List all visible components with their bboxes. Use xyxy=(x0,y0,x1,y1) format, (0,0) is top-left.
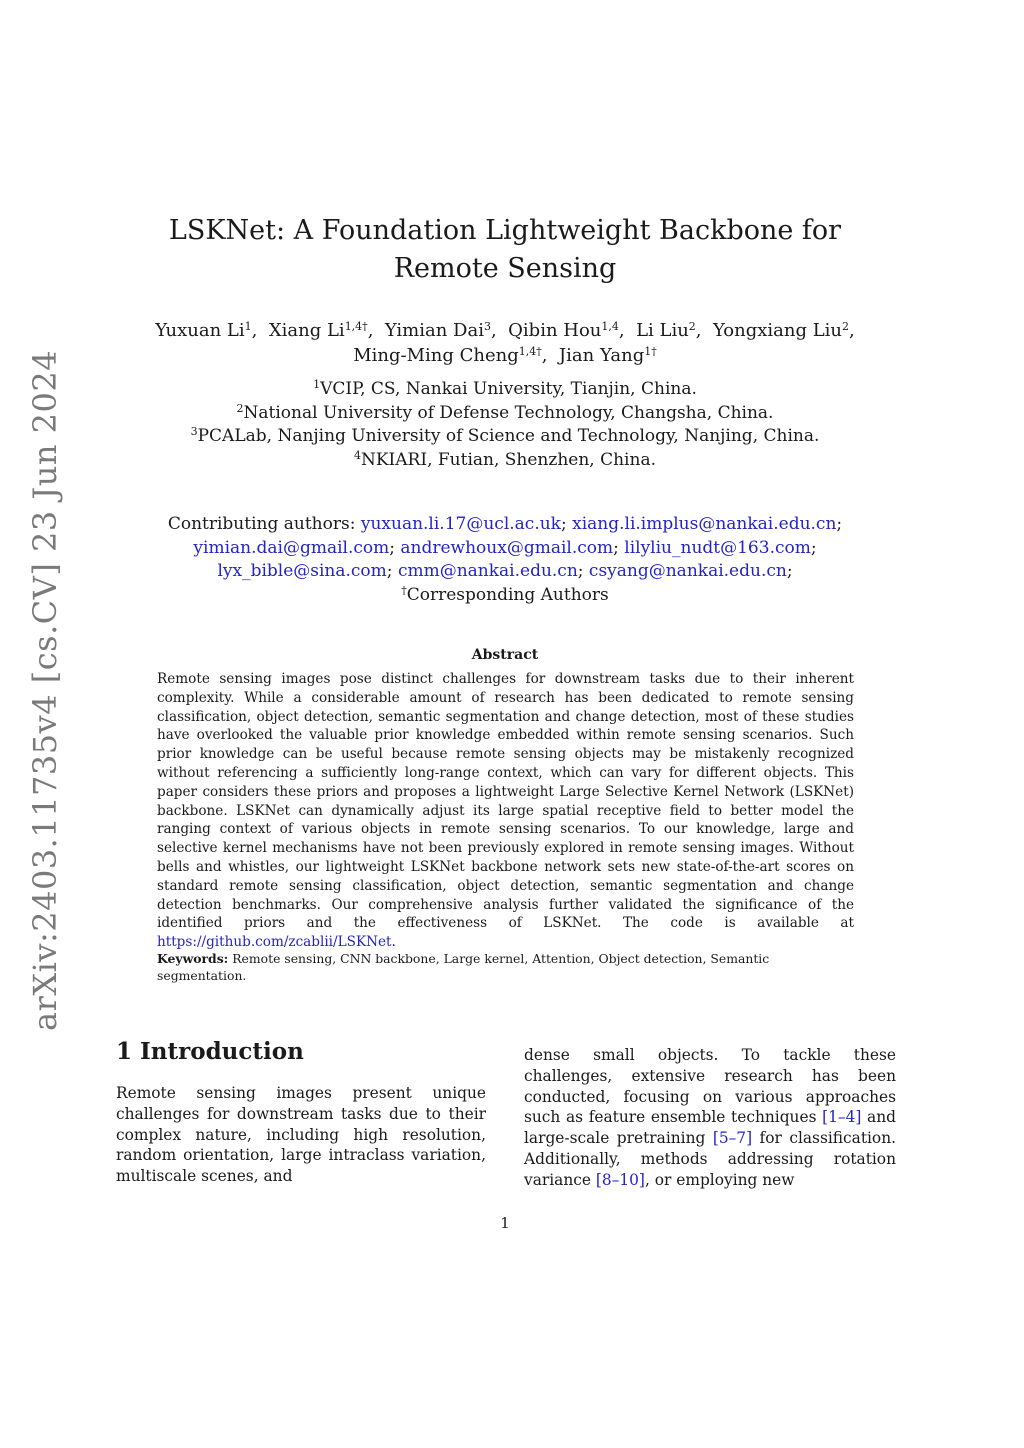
affiliation: $^1$VCIP, CS, Nankai University, Tianjin, China. xyxy=(313,378,697,399)
affiliation: $^3$PCALab, Nanjing University of Science and Technology, Nanjing, China. xyxy=(190,425,820,446)
affiliation-list xyxy=(110,378,900,472)
abstract-heading: Abstract xyxy=(471,647,539,663)
author: Xiang $Li^{1,4\dagger}$ xyxy=(268,320,368,341)
keywords xyxy=(157,951,854,984)
email-link[interactable]: csyang@nankai.edu.cn xyxy=(588,561,787,581)
corresponding-note: †Corresponding Authors xyxy=(401,583,609,605)
abstract-text: Remote sensing images pose distinct challenges for downstream tasks due to their inherent complexity. While a considerable amount of research has been dedicated to remote sensing classification, object detection, semantic segmentation and change detection, most of these studies have overlooked the valuable prior knowledge embedded within remote sensing scenarios. Such prior knowledge can be useful because remote sensing objects may be mistakenly recognized without referencing a sufficiently long-range context, which can vary for different objects. This paper considers these priors and proposes a lightweight Large Selective Kernel Network (LSKNet) backbone. LSKNet can dynamically adjust its large spatial receptive field to better model the ranging context of various objects in remote sensing scenarios. To our knowledge, large and selective kernel mechanisms have not been previously explored in remote sensing images. Without bells and whistles, our lightweight LSKNet backbone network sets new state-of-the-art scores on standard remote sensing classification, object detection, semantic segmentation and change detection benchmarks. Our comprehensive analysis further validated the significance of the identified priors and the effectiveness of LSKNet. The code is available at xyxy=(157,671,854,932)
email-link[interactable]: cmm@nankai.edu.cn xyxy=(397,561,578,581)
email-link[interactable]: lyx_bible@sina.com xyxy=(217,561,387,581)
affiliation: $^2$National University of Defense Technology, Changsha, China. xyxy=(236,401,774,423)
email-link[interactable]: yimian.dai@gmail.com xyxy=(193,537,390,558)
citation-link[interactable]: [8–10] xyxy=(595,1170,645,1189)
title-line-1: LSKNet: A Foundation Lightweight Backbone for xyxy=(168,215,842,246)
author: Qibin Hou$^{1,4}$ xyxy=(508,320,619,341)
page-number: 1 xyxy=(500,1214,510,1232)
author: Li Liu$^2$ xyxy=(636,320,696,341)
abstract-body: Remote sensing images pose distinct challenges for downstream tasks due to their inherent complexity. While a considerable amount of research has been dedicated to remote sensing classification, object detection, semantic segmentation and change detection, most of these studies have overlooked the valuable prior knowledge embedded within remote sensing scenarios. Such prior knowledge can be useful because remote sensing objects may be mistakenly recognized without referencing a sufficiently long-range context, which can vary for different objects. This paper considers these priors and proposes a lightweight Large Selective Kernel Network (LSKNet) backbone. LSKNet can dynamically adjust its large spatial receptive field to better model the ranging context of various objects in remote sensing scenarios. To our knowledge, large and selective kernel mechanisms have not been previously explored in remote sensing images. Without bells and whistles, our lightweight LSKNet backbone network sets new state-of-the-art scores on standard remote sensing classification, object detection, semantic segmentation and change detection benchmarks. Our comprehensive analysis further validated the significance of the identified priors and the effectiveness of LSKNet. The code is available at https://github.com/zcablii/LSKNet. xyxy=(157,671,854,951)
paper-title xyxy=(110,212,900,288)
title-line-2: Remote Sensing xyxy=(393,253,617,284)
email-link[interactable]: lilyliu_nudt@163.com xyxy=(624,537,811,558)
intro-column-left: Remote sensing images present unique challenges for downstream tasks due to their complex nature, including high resolution, random orientation, large intraclass variation, multiscale scenes, and xyxy=(116,1084,486,1186)
author: Jian Yang$^{1\dagger}$ xyxy=(558,345,657,366)
affiliation: $^4$NKIARI, Futian, Shenzhen, China. xyxy=(353,448,656,470)
section-heading: 1 Introduction xyxy=(116,1038,304,1065)
contributing-authors: Contributing authors: yuxuan.li.17@ucl.ac.uk; xiang.li.implus@nankai.edu.cn; yimian.dai@gmail.com; andrewhoux@gmail.com; lilyliu_nudt@163.com; lyx_bible@sina.com; cmm@nankai.edu.cn; csyang@nankai.edu.cn; †Corresponding Authors xyxy=(167,514,843,605)
intro-column-right: dense small objects. To tackle these challenges, extensive research has been conducted, focusing on various approaches such as feature ensemble techniques [1–4] and large-scale pretraining [5–7] for classification. Additionally, methods addressing rotation variance [8–10], or employing new xyxy=(524,1046,897,1189)
author: Yimian Dai$^3$ xyxy=(384,320,491,341)
email-link[interactable]: yuxuan.li.17@ucl.ac.uk xyxy=(360,514,561,534)
keywords-text: Remote sensing, CNN backbone, Large kernel, Attention, Object detection, Semantic segmentation. xyxy=(157,951,770,983)
arxiv-stamp: arXiv:2403.11735v4 [cs.CV] 23 Jun 2024 xyxy=(26,349,64,1031)
author-list: Yuxuan Li$^1$, Xiang $Li^{1,4\dagger}$, Yimian Dai$^3$, Qibin Hou$^{1,4}$, Li Liu$^2$, Yongxiang Liu$^2$, Ming-Ming Cheng$^{1,4\dagger}$, Jian Yang$^{1\dagger}$ xyxy=(155,320,855,366)
author: Yuxuan Li$^1$ xyxy=(155,320,252,341)
email-link[interactable]: andrewhoux@gmail.com xyxy=(400,537,614,558)
author: Yongxiang Liu$^2$ xyxy=(712,320,850,341)
keywords-label: Keywords: xyxy=(157,951,229,966)
author: Ming-Ming Cheng$^{1,4\dagger}$ xyxy=(353,345,542,366)
citation-link[interactable]: [1–4] xyxy=(822,1108,862,1127)
code-url-link[interactable]: https://github.com/zcablii/LSKNet xyxy=(157,934,392,951)
contrib-label: Contributing authors: xyxy=(167,514,356,534)
citation-link[interactable]: [5–7] xyxy=(712,1129,753,1148)
email-link[interactable]: xiang.li.implus@nankai.edu.cn xyxy=(572,514,837,534)
